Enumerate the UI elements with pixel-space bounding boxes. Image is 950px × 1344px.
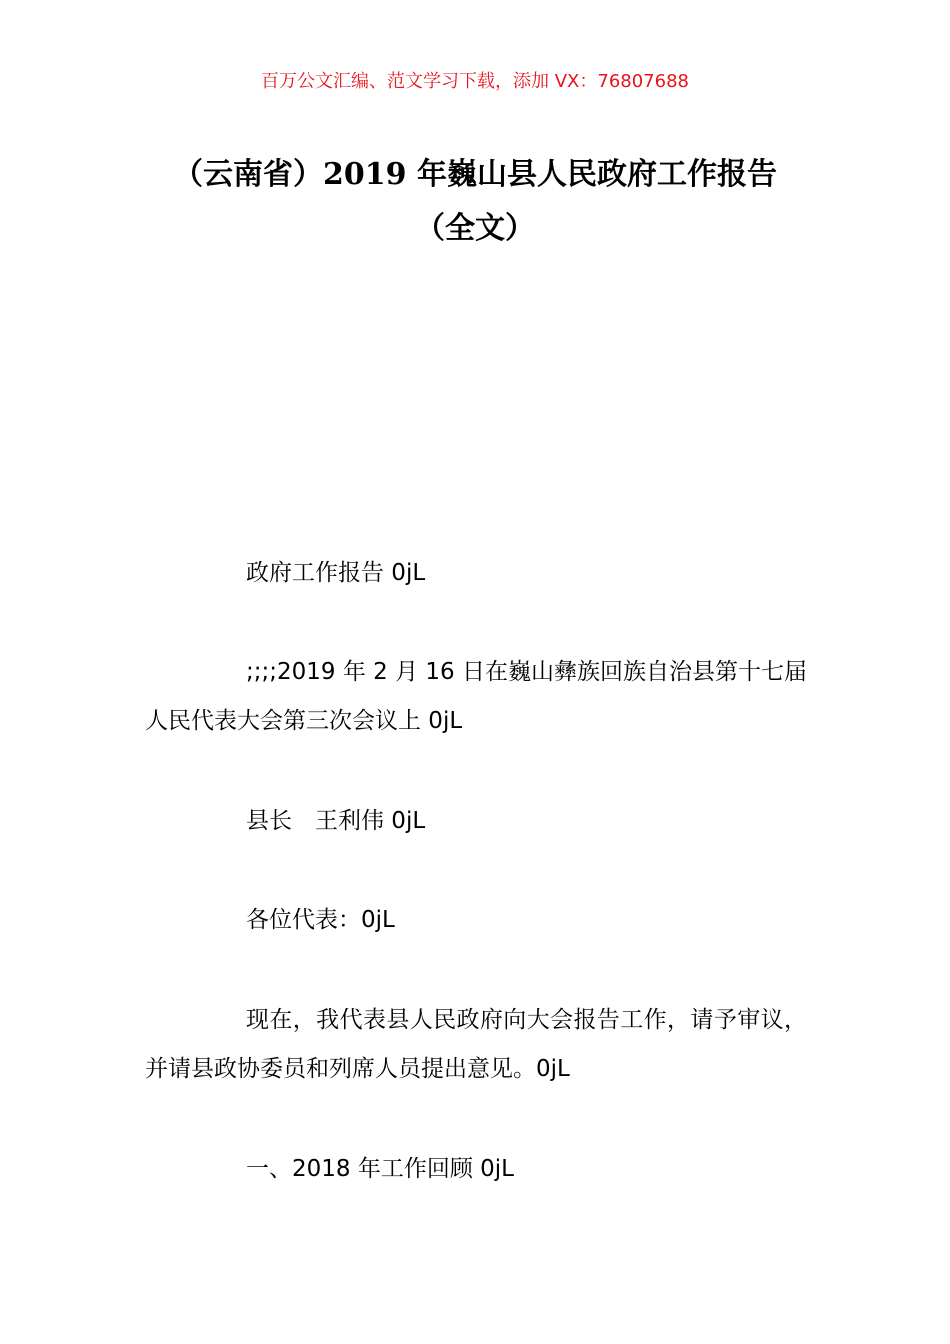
paragraph-salutation: 各位代表：0jL	[246, 907, 395, 933]
paragraph-report-label: 政府工作报告 0jL	[246, 560, 426, 586]
section-heading-2018-review: 一、2018 年工作回顾 0jL	[246, 1156, 514, 1182]
paragraph-speaker: 县长 王利伟 0jL	[246, 808, 426, 834]
document-title: （云南省）2019 年巍山县人民政府工作报告（全文）	[173, 157, 777, 246]
header-banner: 百万公文汇编、范文学习下载，添加 VX：76807688	[261, 71, 689, 92]
paragraph-intro: 现在，我代表县人民政府向大会报告工作，请予审议，并请县政协委员和列席人员提出意见。0jL	[145, 1007, 807, 1082]
paragraph-meeting-info: ;;;;2019 年 2 月 16 日在巍山彝族回族自治县第十七届人民代表大会第三次会议上 0jL	[145, 659, 807, 734]
